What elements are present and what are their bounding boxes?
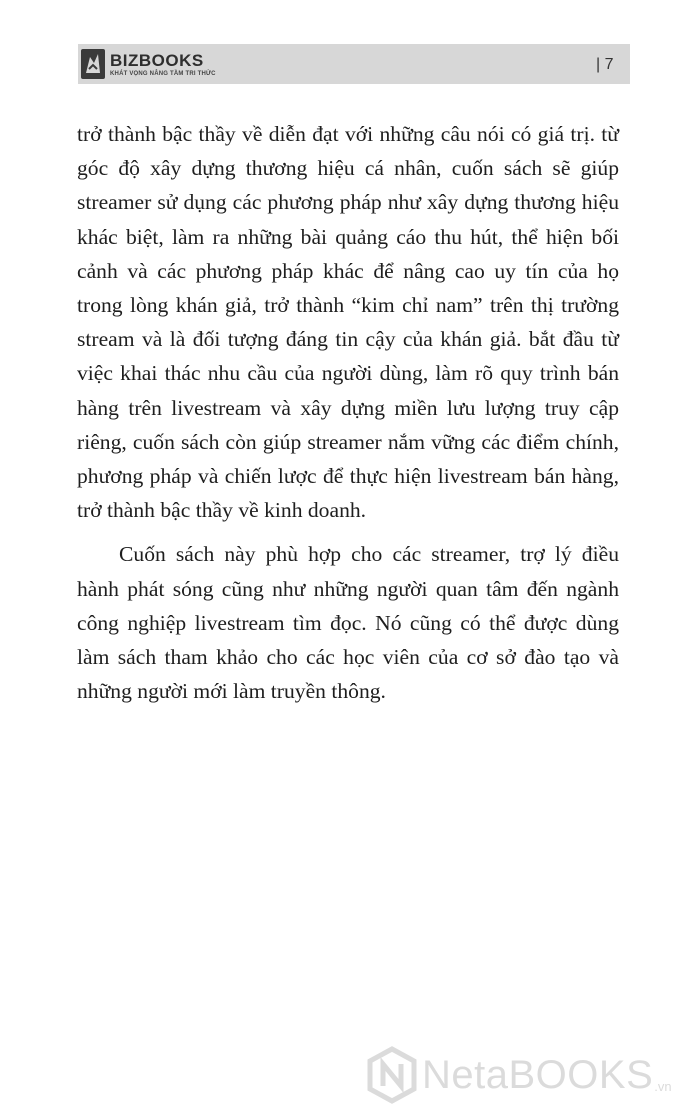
bizbooks-emblem-icon [81, 49, 105, 79]
paragraph: Cuốn sách này phù hợp cho các streamer, trợ lý điều hành phát sóng cũng như những người quan tâm đến ngành công nghiệp livestream tìm đọc. Nó cũng có thể được dùng làm sách tham khảo cho các học viên của cơ sở đào tạo và những người mới làm truyền thông. [77, 542, 619, 704]
brand-slogan: KHÁT VỌNG NÂNG TẦM TRI THỨC [110, 70, 216, 77]
paragraph: trở thành bậc thầy về diễn đạt với những câu nói có giá trị. từ góc độ xây dựng thương hiệu cá nhân, cuốn sách sẽ giúp streamer sử dụng các phương pháp như xây dựng thương hiệu khác biệt, làm ra những bài quảng cáo thu hút, thể hiện bối cảnh và các phương pháp khác để nâng cao uy tín của họ trong lòng khán giả, trở thành “kim chỉ nam” trên thị trường stream và là đối tượng đáng tin cậy của khán giả. bắt đầu từ việc khai thác nhu cầu của người dùng, làm rõ quy trình bán hàng trên livestream và xây dựng miền lưu lượng truy cập riêng, cuốn sách còn giúp streamer nắm vững các điểm chính, phương pháp và chiến lược để thực hiện livestream bán hàng, trở thành bậc thầy về kinh doanh. [77, 122, 619, 523]
watermark-suffix: .vn [654, 1079, 672, 1094]
body-text [77, 117, 619, 708]
netabooks-watermark [366, 1046, 672, 1104]
brand-name: BIZBOOKS [110, 50, 204, 70]
bizbooks-logo [81, 46, 216, 82]
watermark-text: NetaBOOKS [422, 1052, 654, 1097]
netabooks-hexagon-icon [366, 1046, 418, 1104]
page-number: | 7 [596, 56, 614, 73]
